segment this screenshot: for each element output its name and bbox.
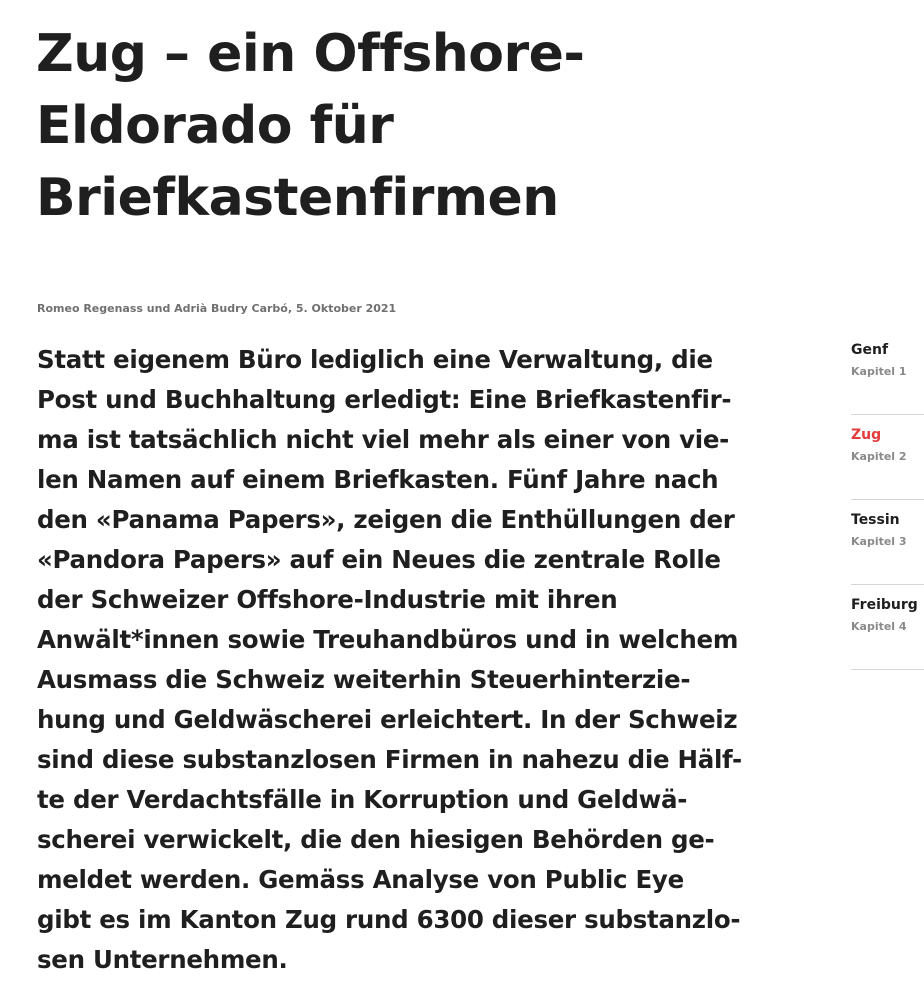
title-line: Briefkastenfirmen: [36, 168, 559, 228]
chapter-link-zug[interactable]: [851, 415, 924, 500]
lead-line: den «Panama Papers», zeigen die Enthüllungen der: [37, 505, 735, 534]
article-title: [36, 18, 636, 234]
chapter-link-freiburg[interactable]: [851, 585, 924, 670]
lead-line: gibt es im Kanton Zug rund 6300 dieser substanzlo-: [37, 905, 741, 934]
lead-line: hung und Geldwäscherei erleichtert. In der Schweiz: [37, 705, 738, 734]
article-lead: [37, 340, 817, 980]
lead-line: ma ist tatsächlich nicht viel mehr als einer von vie-: [37, 425, 730, 454]
title-line: Zug – ein Offshore-: [36, 24, 585, 84]
lead-line: sind diese substanzlosen Firmen in nahezu die Hälf-: [37, 745, 742, 774]
chapter-name: Tessin: [851, 512, 900, 528]
lead-line: Statt eigenem Büro lediglich eine Verwaltung, die: [37, 345, 713, 374]
lead-line: len Namen auf einem Briefkasten. Fünf Jahre nach: [37, 465, 719, 494]
chapter-nav: [851, 330, 924, 670]
lead-line: te der Verdachtsfälle in Korruption und Geldwä-: [37, 785, 688, 814]
lead-line: scherei verwickelt, die den hiesigen Behörden ge-: [37, 825, 715, 854]
lead-line: Ausmass die Schweiz weiterhin Steuerhinterzie-: [37, 665, 691, 694]
lead-line: «Pandora Papers» auf ein Neues die zentrale Rolle: [37, 545, 721, 574]
chapter-name-active: Zug: [851, 427, 882, 443]
lead-line: meldet werden. Gemäss Analyse von Public Eye: [37, 865, 684, 894]
article-byline: Romeo Regenass und Adrià Budry Carbó, 5. Oktober 2021: [37, 302, 397, 315]
chapter-number: Kapitel 1: [851, 365, 907, 378]
chapter-link-genf[interactable]: [851, 330, 924, 415]
chapter-link-tessin[interactable]: [851, 500, 924, 585]
chapter-number: Kapitel 3: [851, 535, 907, 548]
title-line: Eldorado für: [36, 96, 394, 156]
lead-line: Anwält*innen sowie Treuhandbüros und in welchem: [37, 625, 739, 654]
lead-line: sen Unternehmen.: [37, 945, 288, 974]
chapter-name: Freiburg: [851, 597, 918, 613]
chapter-number: Kapitel 4: [851, 620, 907, 633]
lead-line: Post und Buchhaltung erledigt: Eine Briefkastenfir-: [37, 385, 732, 414]
chapter-number: Kapitel 2: [851, 450, 907, 463]
chapter-name: Genf: [851, 342, 889, 358]
lead-line: der Schweizer Offshore-Industrie mit ihren: [37, 585, 618, 614]
